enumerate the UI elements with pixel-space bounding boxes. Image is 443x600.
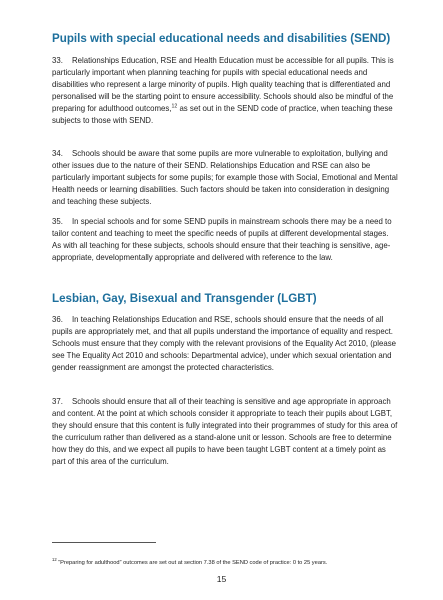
- paragraph-34: [52, 148, 398, 208]
- section-heading-lgbt: [52, 292, 398, 305]
- paragraph-text: Relationships Education, RSE and Health Education must be accessible for all pupils. This is particularly important when planning teaching for pupils with special educational needs and disabilities who represent a large minority of pupils. High quality teaching that is differentiated and personalised will be the starting point to ensure accessibility. Schools should also be mindful of the preparing for adulthood outcomes,: [52, 56, 394, 113]
- footnote-marker: 12: [52, 557, 57, 562]
- paragraph-number: 33.: [52, 56, 63, 65]
- footnote-text: “Preparing for adulthood” outcomes are set out at section 7.38 of the SEND code of practice: 0 to 25 years.: [56, 559, 328, 566]
- paragraph-text-continued: as set out in the SEND code of practice, when teaching these subjects to those with SEND.: [52, 103, 393, 125]
- page-number: 15: [216, 574, 227, 584]
- paragraph-35: [52, 216, 398, 264]
- paragraph-number: 35.: [52, 217, 63, 226]
- footnote-reference[interactable]: 12: [171, 103, 178, 110]
- paragraph-text: Schools should be aware that some pupils are more vulnerable to exploitation, bullying and other issues due to the nature of their SEND. Relationships Education and RSE can also be particularly important subjects for some pupils; for example those with Social, Emotional and Mental Health needs or learning disabilities. Such factors should be taken into consideration in designing and teaching these subjects.: [52, 149, 398, 206]
- footnote-divider: [52, 542, 156, 543]
- paragraph-text: In special schools and for some SEND pupils in mainstream schools there may be a need to tailor content and teaching to meet the specific needs of pupils at different developmental stages. As with all teaching for these subjects, schools should ensure that their teaching is sensitive, age-appropriate, developmentally appropriate and delivered with reference to the law.: [52, 217, 392, 262]
- paragraph-text: Schools should ensure that all of their teaching is sensitive and age appropriate in approach and content. At the point at which schools consider it appropriate to teach their pupils about LGBT, they should ensure that this content is fully integrated into their programmes of study for this area of the curriculum rather than delivered as a stand-alone unit or lesson. Schools are free to determine how they do this, and we expect all pupils to have been taught LGBT content at a timely point as part of this area of the curriculum.: [52, 397, 398, 466]
- paragraph-33: [52, 55, 398, 126]
- section-heading-send: [52, 32, 398, 45]
- paragraph-37: [52, 396, 398, 467]
- heading-send: Pupils with special educational needs and disabilities (SEND): [52, 32, 391, 45]
- paragraph-number: 36.: [52, 315, 63, 324]
- paragraph-text: In teaching Relationships Education and RSE, schools should ensure that the needs of all pupils are appropriately met, and that all pupils understand the importance of equality and respect. Schools must ensure that they comply with the relevant provisions of the Equality Act 2010, (please see The Equality Act 2010 and schools: Departmental advice), under which sexual orientation and gender reassignment are amongst the protected characteristics.: [52, 315, 397, 372]
- paragraph-number: 34.: [52, 149, 63, 158]
- heading-lgbt: Lesbian, Gay, Bisexual and Transgender (LGBT): [52, 292, 317, 305]
- paragraph-36: [52, 314, 398, 374]
- footnote: [52, 556, 402, 567]
- paragraph-number: 37.: [52, 397, 63, 406]
